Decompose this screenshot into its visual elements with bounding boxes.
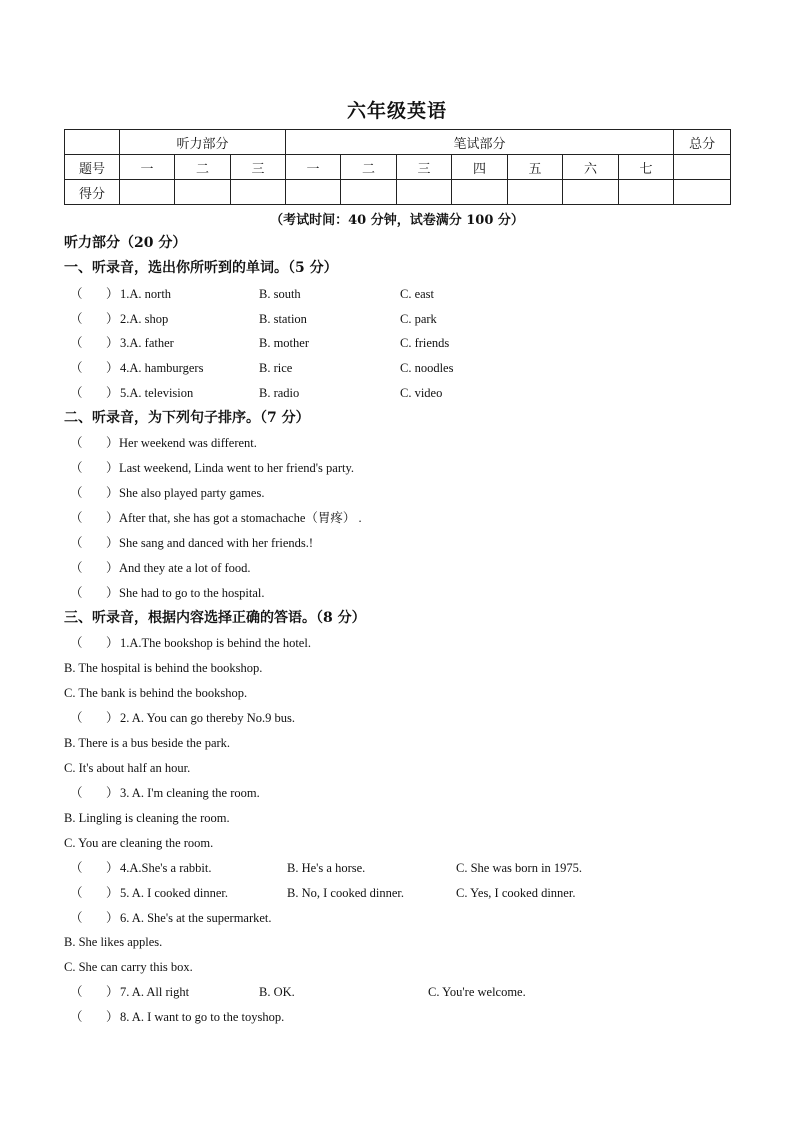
answer-bracket-close: ） <box>106 786 119 800</box>
option-a: 2.A. shop <box>120 312 169 326</box>
answer-bracket-open[interactable]: （ <box>70 461 83 475</box>
answer-bracket-open[interactable]: （ <box>70 861 83 875</box>
score-table <box>64 129 731 205</box>
section3-question <box>64 982 724 1002</box>
option-b: B. No, I cooked dinner. <box>287 886 404 900</box>
answer-bracket-close: ） <box>106 336 119 350</box>
section2-item <box>64 483 724 503</box>
answer-bracket-open[interactable]: （ <box>70 711 83 725</box>
answer-bracket-close: ） <box>106 361 119 375</box>
option-c: C. She was born in 1975. <box>456 861 583 875</box>
section3-option: C. You are cleaning the room. <box>64 836 214 850</box>
answer-bracket-open[interactable]: （ <box>70 1010 83 1024</box>
option-a: 4.A. hamburgers <box>120 361 204 375</box>
number-cell: 三 <box>397 155 452 180</box>
answer-bracket-close: ） <box>106 461 119 475</box>
section2-item <box>64 558 724 578</box>
answer-bracket-close: ） <box>106 436 119 450</box>
option-b: B. station <box>259 312 307 326</box>
sentence-text: Her weekend was different. <box>119 436 257 450</box>
score-cell[interactable] <box>231 180 286 205</box>
score-cell[interactable] <box>508 180 563 205</box>
sentence-text: She sang and danced with her friends.! <box>119 536 314 550</box>
sentence-text: After that, she has got a stomachache（胃疼） . <box>119 511 362 525</box>
header-total: 总分 <box>674 130 731 155</box>
answer-bracket-open[interactable]: （ <box>70 486 83 500</box>
section2-item <box>64 433 724 453</box>
option-b: B. radio <box>259 386 300 400</box>
option-a: 1.A. north <box>120 287 172 301</box>
section2-item <box>64 533 724 553</box>
answer-bracket-close: ） <box>106 886 119 900</box>
answer-bracket-open[interactable]: （ <box>70 636 83 650</box>
answer-bracket-close: ） <box>106 287 119 301</box>
score-cell[interactable] <box>397 180 452 205</box>
section1-item <box>64 358 724 378</box>
option-c: C. You're welcome. <box>428 985 526 999</box>
section1-title: 一、听录音，选出你所听到的单词。（5 分） <box>64 260 338 276</box>
answer-bracket-open[interactable]: （ <box>70 536 83 550</box>
number-cell: 五 <box>508 155 563 180</box>
option-a: 5.A. television <box>120 386 194 400</box>
answer-bracket-open[interactable]: （ <box>70 886 83 900</box>
section2-item <box>64 508 724 528</box>
option-b: B. mother <box>259 336 309 350</box>
option-c: C. Yes, I cooked dinner. <box>456 886 576 900</box>
section1-item <box>64 333 724 353</box>
answer-bracket-open[interactable]: （ <box>70 312 83 326</box>
option-a: 7. A. All right <box>120 985 190 999</box>
score-cell[interactable] <box>120 180 175 205</box>
option-b: B. south <box>259 287 301 301</box>
section3-option: C. She can carry this box. <box>64 960 193 974</box>
number-cell: 二 <box>341 155 397 180</box>
score-cell[interactable] <box>563 180 619 205</box>
section3-question <box>64 633 724 653</box>
answer-bracket-open[interactable]: （ <box>70 287 83 301</box>
sentence-text: And they ate a lot of food. <box>119 561 251 575</box>
section3-title: 三、听录音，根据内容选择正确的答语。（8 分） <box>64 610 366 626</box>
answer-bracket-open[interactable]: （ <box>70 786 83 800</box>
section3-option: B. Lingling is cleaning the room. <box>64 811 230 825</box>
number-cell: 一 <box>120 155 175 180</box>
score-cell[interactable] <box>175 180 231 205</box>
row-label-score: 得分 <box>65 180 120 205</box>
score-cell[interactable] <box>452 180 508 205</box>
answer-bracket-close: ） <box>106 312 119 326</box>
answer-bracket-open[interactable]: （ <box>70 561 83 575</box>
question-text: 1.A.The bookshop is behind the hotel. <box>120 636 311 650</box>
number-cell: 一 <box>286 155 341 180</box>
section2-title: 二、听录音，为下列句子排序。（7 分） <box>64 410 310 426</box>
answer-bracket-close: ） <box>106 985 119 999</box>
answer-bracket-open[interactable]: （ <box>70 985 83 999</box>
number-cell: 四 <box>452 155 508 180</box>
answer-bracket-close: ） <box>106 561 119 575</box>
option-c: C. video <box>400 386 443 400</box>
option-b: B. He's a horse. <box>287 861 366 875</box>
option-c: C. friends <box>400 336 450 350</box>
number-cell: 三 <box>231 155 286 180</box>
section3-option: C. The bank is behind the bookshop. <box>64 686 248 700</box>
answer-bracket-open[interactable]: （ <box>70 511 83 525</box>
section3-question <box>64 708 724 728</box>
section1-item <box>64 383 724 403</box>
option-a: 3.A. father <box>120 336 174 350</box>
option-a: 5. A. I cooked dinner. <box>120 886 228 900</box>
header-blank-cell <box>65 130 120 155</box>
answer-bracket-open[interactable]: （ <box>70 361 83 375</box>
section3-question <box>64 908 724 928</box>
sentence-text: Last weekend, Linda went to her friend's party. <box>119 461 355 475</box>
section3-question <box>64 783 724 803</box>
answer-bracket-close: ） <box>106 861 119 875</box>
question-text: 8. A. I want to go to the toyshop. <box>120 1010 285 1024</box>
option-a: 4.A.She's a rabbit. <box>120 861 212 875</box>
question-text: 6. A. She's at the supermarket. <box>120 911 272 925</box>
row-label-number: 题号 <box>65 155 120 180</box>
answer-bracket-open[interactable]: （ <box>70 436 83 450</box>
answer-bracket-close: ） <box>106 386 119 400</box>
answer-bracket-open[interactable]: （ <box>70 336 83 350</box>
page-title: 六年级英语 <box>346 100 447 122</box>
section1-item <box>64 284 724 304</box>
section3-question <box>64 858 724 878</box>
sentence-text: She also played party games. <box>119 486 265 500</box>
option-c: C. east <box>400 287 435 301</box>
section1-item <box>64 309 724 329</box>
section3-option: C. It's about half an hour. <box>64 761 191 775</box>
option-b: B. rice <box>259 361 293 375</box>
answer-bracket-close: ） <box>106 711 119 725</box>
section2-item <box>64 458 724 478</box>
header-listening: 听力部分 <box>120 130 286 155</box>
score-cell[interactable] <box>286 180 341 205</box>
answer-bracket-close: ） <box>106 636 119 650</box>
total-blank-cell <box>674 155 731 180</box>
score-table-header-row <box>65 130 731 155</box>
answer-bracket-close: ） <box>106 536 119 550</box>
score-table-number-row <box>65 155 731 180</box>
number-cell: 二 <box>175 155 231 180</box>
answer-bracket-open[interactable]: （ <box>70 911 83 925</box>
exam-note: （考试时间：40 分钟，试卷满分 100 分） <box>270 213 524 228</box>
answer-bracket-open[interactable]: （ <box>70 386 83 400</box>
section3-option: B. There is a bus beside the park. <box>64 736 231 750</box>
header-written: 笔试部分 <box>286 130 674 155</box>
answer-bracket-close: ） <box>106 586 119 600</box>
listening-part-title: 听力部分（20 分） <box>64 235 187 251</box>
score-table-score-row <box>65 180 731 205</box>
number-cell: 七 <box>619 155 674 180</box>
option-c: C. park <box>400 312 437 326</box>
score-cell[interactable] <box>341 180 397 205</box>
option-b: B. OK. <box>259 985 295 999</box>
score-cell[interactable] <box>619 180 674 205</box>
sentence-text: She had to go to the hospital. <box>119 586 265 600</box>
question-text: 2. A. You can go thereby No.9 bus. <box>120 711 295 725</box>
option-c: C. noodles <box>400 361 454 375</box>
section3-question <box>64 883 724 903</box>
section3-option: B. She likes apples. <box>64 935 163 949</box>
section3-question <box>64 1007 724 1027</box>
section2-item <box>64 583 724 603</box>
answer-bracket-close: ） <box>106 1010 119 1024</box>
answer-bracket-close: ） <box>106 911 119 925</box>
number-cell: 六 <box>563 155 619 180</box>
score-cell[interactable] <box>674 180 731 205</box>
answer-bracket-open[interactable]: （ <box>70 586 83 600</box>
question-text: 3. A. I'm cleaning the room. <box>120 786 260 800</box>
answer-bracket-close: ） <box>106 511 119 525</box>
section3-option: B. The hospital is behind the bookshop. <box>64 661 263 675</box>
answer-bracket-close: ） <box>106 486 119 500</box>
